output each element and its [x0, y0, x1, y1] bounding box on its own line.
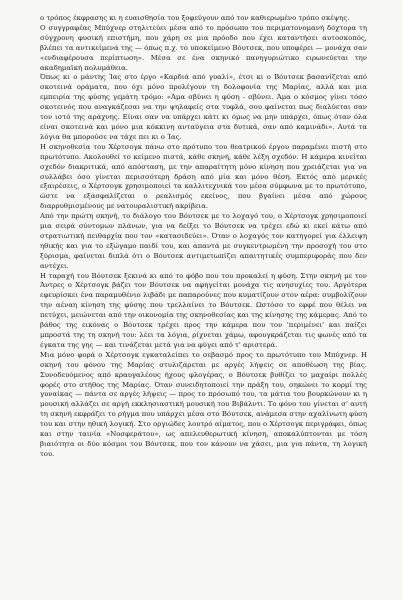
paragraph-4: Η σκηνοθεσία του Χέρτσογκ πάνω στο πρότυπο του θεατρικού έργου παραμένει πιστή στο πρωτότυπο. Ακολουθεί το κείμενο πιστά, κάθε σκηνή, κάθε λέξη σχεδόν. Η κάμερα κινείται σχεδόν διακριτικά, από απόσταση, με την απαραίτητη μόνο κίνηση που χρειάζεται για να συλλάβει όσο γίνεται περισσότερη δράση από μία και μόνο θέση. Εκτός από μερικές εξαιρέσεις, ο Χέρτσογκ χρησιμοποιεί τα καλλιτεχνικά του μέσα σύμφωνα με το πρωτότυπο, ώστε να εξασφαλίζεται ο ρεαλισμός εκείνος, που βγαίνει μέσα από χώρους διαρρυθμισμένους με νατουραλιστική ακρίβεια. [40, 142, 367, 211]
paragraph-3: Όπως κι ο μάντης Ίας στο έργο «Καρδιά από γυαλί», έτσι κι ο Βόυτσεκ βασανίζεται από σκοτεινά οράματα, που όχι μόνο προλέγουν τη δολοφονία της Μαρίας, αλλά και μια εμπειρία της φύσης γεμάτη τρόμο: «Άμα σβύνει η φύση - σβύνει. Άμα ο κόσμος γίνει τόσο σκοτεινός που αναγκάζεσαι να την ψηλαφείς στα τυφλά, σου φαίνεται πως διαλύεται σαν τον ιστό της αράχνης. Είναι σαν να υπάρχει κάτι κι όμως να μην υπάρχει, όπως όταν όλα είναι σκοτεινά και μόνο μια κόκκινη ανταύγεια στα δυτικά, σαν από καμινάδι». Αυτά τα λόγια θα μπορούσε να τάχε πει κι ο Ίας. [40, 73, 367, 141]
paragraph-5: Από την πρώτη σκηνή, το διάλογο του Βόυτσεκ με το λοχαγό του, ο Χέρτσογκ χρησιμοποιεί μια σειρά σύντομων πλάνων, για να δείξει το Βόυτσεκ να τρέχει εδώ κι εκεί κάτω από στρατιωτική πειθαρχία που τον «κατασιδεύει». Όταν ο λοχαγός τον κατηγορεί για έλλειψη ηθικής και για το εξώγαμο παιδί του, και απαντά με συγκεντρωμένη την προσοχή του στο ξύρισμα, φαίνεται διπλά ότι ο Βόυτσεκ αντιμετωπίζει απαιτητικές συμπεριφοράς που δεν αντέχει. [40, 212, 367, 270]
paragraph-6: Η ταραχή του Βόυτσεκ ξεκινά κι από το φόβο που του προκαλεί η φύση. Στην σκηνή με τον Άντρες ο Χέρτσογκ βάζει τον Βόυτσεκ να αφηγείται μονάχα τις ανησυχίες του. Αργότερα εφευρίσκει ένα παραμυθένιο λιβάδι με παπαρούνες που κυματίζουν στον αέρα: συμβολίζουν την αέναη κίνηση της φύσης που τρελλαίνει το Βόυτσεκ. Ωστόσο το εφφέ που θέλει να πετύχει, μειώνεται από την οικονομία της σκηνοθεσίας και της κίνησης της κάμερας. Από το βάθος της εικόνας ο Βόυτσεκ τρέχει προς την κάμερα που τον 'περιμένει' και παίζει μπροστά της τη σκηνή του: λέει τα λόγια, ρίχνεται χάμω, αφουγκράζεται τις φωνές από τα έγκατα της γης — και τινάζεται μετά για να φύγει από τ' αριστερά. [40, 271, 368, 349]
paragraph-7: Μια μόνο φορά ο Χέρτσογκ εγκαταλείπει το σεβασμό προς το πρωτότυπο του Μπύχνερ. Η σκηνή του φόνου της Μαρίας στυλιζάρεται με αργές λήψεις σε αποθέωση της βίας. Συνοδευόμενος από κραυγαλέους ήχους φλογέρας, ο Βόυτσεκ βυθίζει το μαχαίρι πολλές φορές στο στήθος της Μαρίας. Όταν συνειδητοποιεί την πράξη του, σηκώνει το κορμί της γυναίκας — πάντα σε αργές λήψεις — προς το πρόσωπό του, τα μάτια του βουρκώνουν κι η μουσική αλλάζει σε αργή εκκλησιαστική μουσική του Βιβάλντι. Το φόνο του γίνεται σ' αυτή τη σκηνή εκφράζει το ρήγμα που υπάρχει μέσα στο Βόυτσεκ, ανάμεσα στην αχαλίνωτη φύση του και στην ηθική λογική. Στο οργιώδες λουτρό αίματος, που ο Χέρτσογκ περιγράφει, όπως και στην ταινία «Νοσφεράτου», ως απελευθερωτική κίνηση, αποκαλύπτονται με τόση βιαιότητα οι δύο κόσμοι του Βόυτσεκ, που τον κάνουν να χάσει, μια για πάντα, τη λογική του. [40, 350, 367, 458]
paragraph-2: Ο συγγραφέας Μπύχνερ στηλιτεύει μέσα από το πρόσωπο του περιματονομανή δόχτορα τη σύγχρονη φυσική επιστήμη, που χάρη σε μια πρόοδο που έχει καταντήσει αυτοσκοπός, βλέπει τα αντικείμενά της — όπως π.χ. το υποκείμενο Βόυτσεκ, που υποφέρει — μονάχα σαν «ενδιαφέρουσα περίπτωση». Μέσα σε ένα σκηνικό πανηγυριώτικο ειρωνεύεται την ακαδημαϊκή πολυμάθεια. [40, 23, 367, 72]
paragraph-1: ο τρόπος έκφρασης κι η ευαισθησία του ξοφεύγουν από τον καθιερωμένο τρόπο σκέψης. [40, 14, 350, 22]
